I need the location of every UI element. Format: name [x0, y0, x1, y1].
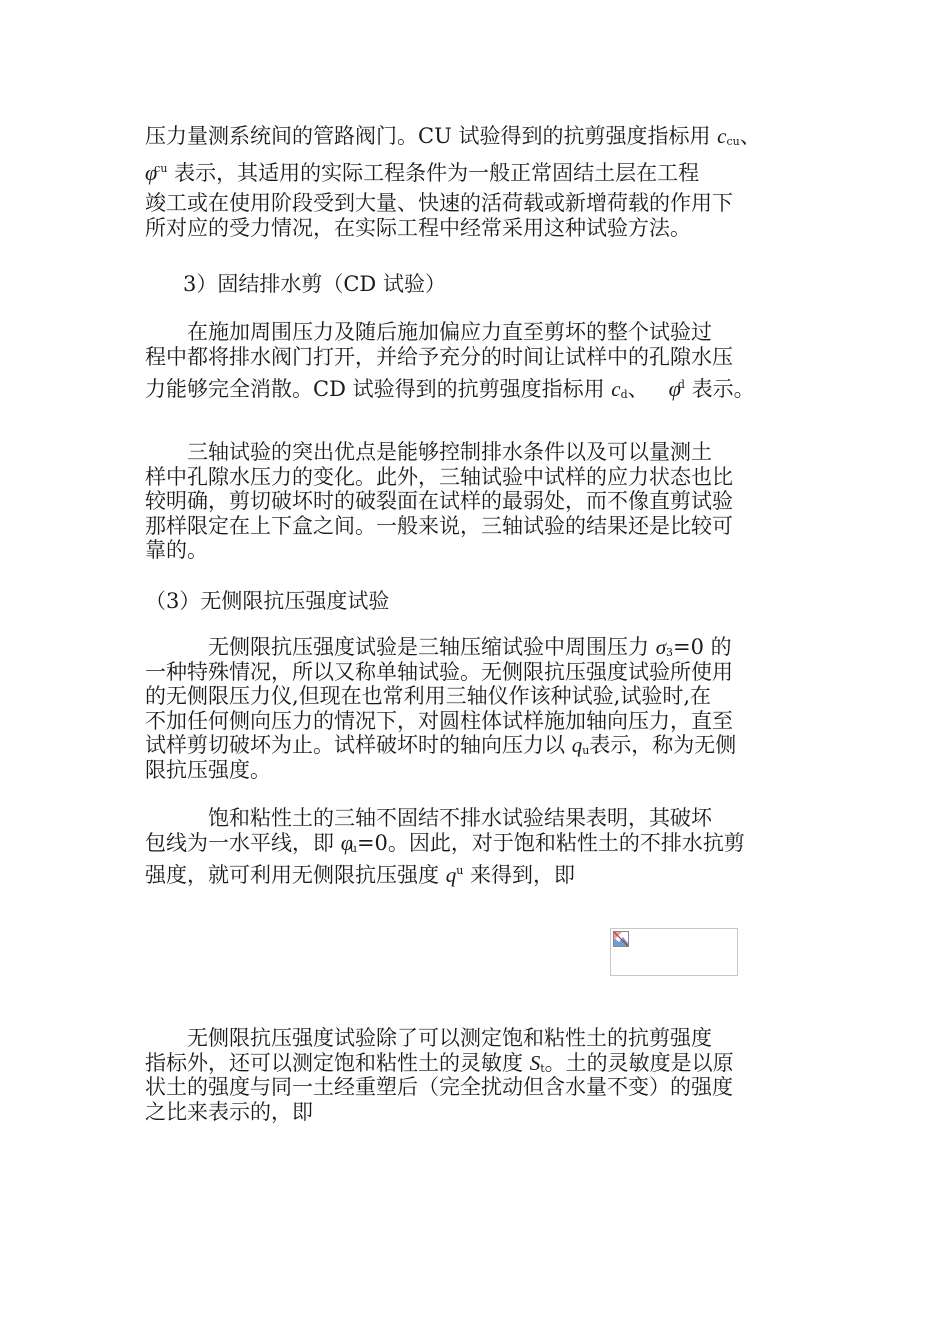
text-line: 指标外，还可以测定饱和粘性土的灵敏度 St。土的灵敏度是以原: [145, 1050, 734, 1075]
text-line: 试样剪切破坏为止。试样破坏时的轴向压力以 qu表示，称为无侧: [145, 733, 737, 757]
phi-symbol: φ: [145, 159, 155, 185]
text-line: 限抗压强度。: [145, 757, 271, 782]
broken-image-icon: [613, 931, 629, 947]
paragraph-triaxial-advantages: [145, 440, 810, 563]
phi-symbol: φ: [668, 376, 678, 401]
paragraph-cd-test: [145, 320, 810, 401]
paragraph-saturated-clay: [145, 806, 810, 887]
text-line: 无侧限抗压强度试验是三轴压缩试验中周围压力 σ3=0 的: [145, 635, 732, 659]
sigma-symbol: σ: [655, 635, 667, 659]
text-line: 压力量测系统间的管路阀门。CU 试验得到的抗剪强度指标用 ccu、: [145, 124, 761, 148]
text-line: 一种特殊情况，所以又称单轴试验。无侧限抗压强度试验所使用: [145, 659, 733, 684]
text-line: 竣工或在使用阶段受到大量、快速的活荷载或新增荷载的作用下: [145, 191, 733, 215]
text-line: 较明确，剪切破坏时的破裂面在试样的最弱处，而不像直剪试验: [145, 489, 733, 513]
text-line: 三轴试验的突出优点是能够控制排水条件以及可以量测土: [145, 440, 712, 464]
equation-image-placeholder: [610, 928, 738, 976]
phi-symbol: φ: [340, 829, 350, 855]
text-line: $\varphi^{cu}$ 表示，其适用的实际工程条件为一般正常固结土层在工程: [145, 159, 700, 185]
text-line: 的无侧限压力仪,但现在也常利用三轴仪作该种试验,试验时,在: [145, 684, 712, 708]
text-line: 样中孔隙水压力的变化。此外，三轴试验中试样的应力状态也比: [145, 464, 733, 489]
text-line: 无侧限抗压强度试验除了可以测定饱和粘性土的抗剪强度: [145, 1026, 712, 1050]
text-line: 靠的。: [145, 538, 208, 562]
text-line: 那样限定在上下盒之间。一般来说，三轴试验的结果还是比较可: [145, 513, 733, 538]
section-heading-cd: 3）固结排水剪（CD 试验）: [183, 272, 446, 296]
text-line: 在施加周围压力及随后施加偏应力直至剪坏的整个试验过: [145, 320, 712, 344]
text-line: 力能够完全消散。CD 试验得到的抗剪强度指标用 cd、 $\varphi^d$ 表示。: [145, 376, 755, 401]
text-line: 包线为一水平线，即 φu=0。因此，对于饱和粘性土的不排水抗剪: [145, 829, 745, 855]
section-heading-unconfined: （3）无侧限抗压强度试验: [145, 589, 390, 613]
text-line: 状土的强度与同一土经重塑后（完全扰动但含水量不变）的强度: [145, 1075, 733, 1099]
text-line: 饱和粘性土的三轴不固结不排水试验结果表明，其破坏: [145, 806, 712, 830]
paragraph-unconfined-test: [145, 635, 810, 782]
paragraph-cu-test: [145, 124, 810, 240]
paragraph-sensitivity: [145, 1026, 810, 1124]
text-line: 强度，就可利用无侧限抗压强度 $q^u$ 来得到，即: [145, 863, 575, 887]
text-line: 所对应的受力情况，在实际工程中经常采用这种试验方法。: [145, 215, 691, 240]
text-line: 不加任何侧向压力的情况下，对圆柱体试样施加轴向压力，直至: [145, 708, 733, 733]
text-line: 程中都将排水阀门打开，并给予充分的时间让试样中的孔隙水压: [145, 344, 733, 369]
text-line: 之比来表示的，即: [145, 1099, 313, 1124]
